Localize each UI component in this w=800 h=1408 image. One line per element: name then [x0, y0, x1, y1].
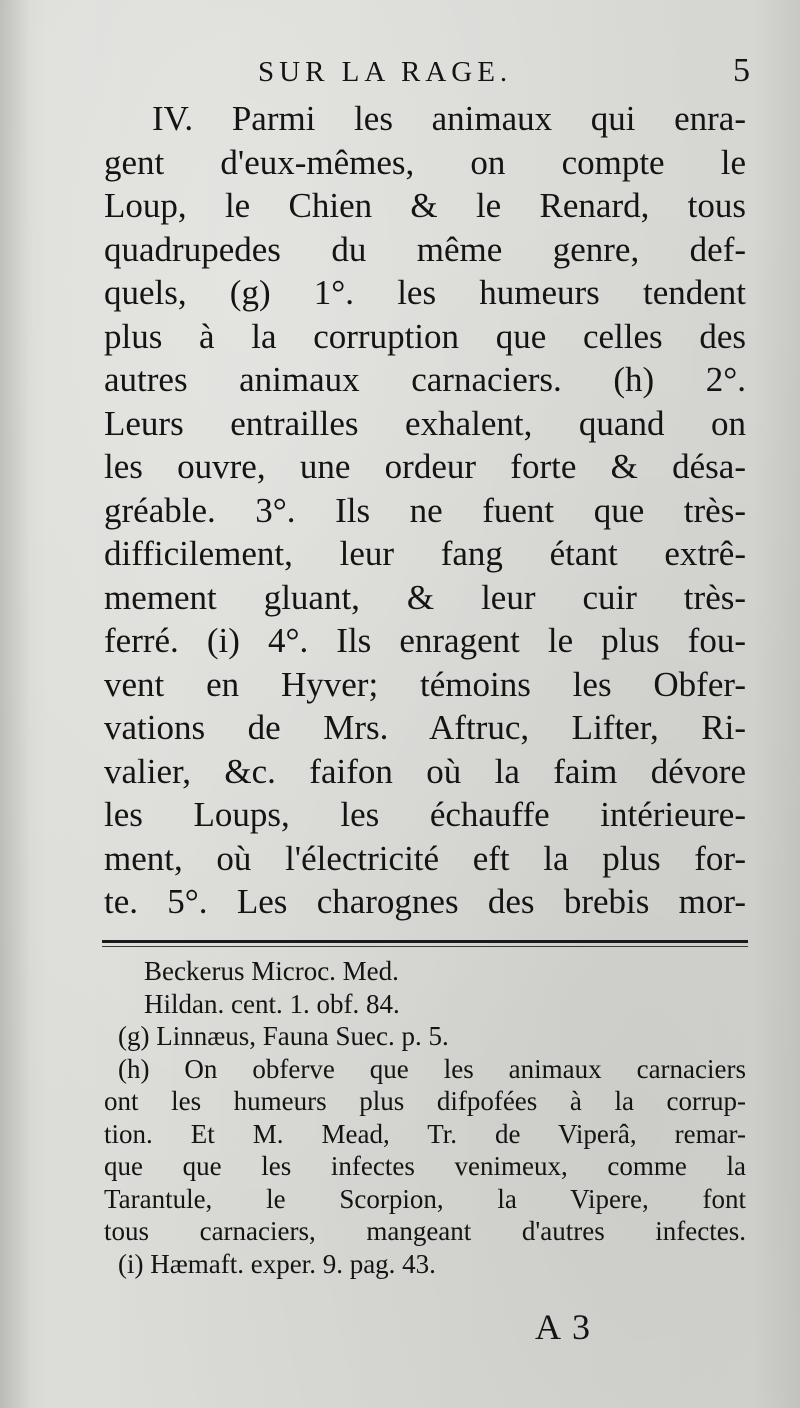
page-shadow	[0, 0, 30, 1408]
text-line: quadrupedes du même genre, def-	[104, 229, 746, 269]
footnote-line: Beckerus Microc. Med.	[144, 956, 399, 986]
text-line: ferré. (i) 4°. Ils enragent le plus fou-	[104, 621, 746, 660]
text-line: Leurs entrailles exhalent, quand on	[104, 403, 746, 443]
footnote-line: tion. Et M. Mead, Tr. de Viperâ, remar-	[104, 1118, 746, 1149]
text-line: Loup, le Chien & le Renard, tous	[104, 186, 746, 225]
text-line: ment, où l'électricité eft la plus for-	[104, 838, 746, 878]
text-line: vent en Hyver; témoins les Obfer-	[104, 664, 746, 704]
footnote-rule	[102, 940, 748, 943]
footnote-line: tous carnaciers, mangeant d'autres infectes.	[104, 1216, 746, 1246]
footnote-line: Tarantule, le Scorpion, la Vipere, font	[104, 1183, 746, 1214]
footnote-line: Hildan. cent. 1. obf. 84.	[144, 988, 400, 1019]
text-line: autres animaux carnaciers. (h) 2°.	[104, 360, 746, 399]
text-line: vations de Mrs. Aftruc, Lifter, Ri-	[104, 708, 746, 747]
footnotes	[104, 955, 746, 1280]
running-head: SUR LA RAGE.	[258, 56, 513, 88]
page-number: 5	[733, 52, 750, 89]
footnote-line: ont les humeurs plus difpofées à la corrup-	[104, 1086, 746, 1116]
footnote-line: (g) Linnæus, Fauna Suec. p. 5.	[118, 1021, 449, 1051]
footnote-line: que que les infectes venimeux, comme la	[104, 1151, 746, 1181]
text-line: plus à la corruption que celles des	[104, 316, 746, 356]
text-line: IV. Parmi les animaux qui enra-	[152, 99, 746, 138]
text-line: te. 5°. Les charognes des brebis mor-	[104, 882, 746, 921]
main-text	[104, 97, 746, 924]
text-line: difficilement, leur fang étant extrê-	[104, 534, 746, 573]
page-header	[100, 52, 750, 98]
footnote-line: (i) Hæmaft. exper. 9. pag. 43.	[118, 1248, 436, 1279]
text-line: valier, &c. faifon où la faim dévore	[104, 751, 746, 791]
footnote-line: (h) On obferve que les animaux carnaciers	[118, 1053, 746, 1084]
text-line: quels, (g) 1°. les humeurs tendent	[104, 273, 746, 312]
text-line: les Loups, les échauffe intérieure-	[104, 795, 746, 834]
footnote-rule-thin	[102, 946, 748, 947]
text-line: gent d'eux-mêmes, on compte le	[104, 142, 746, 182]
text-line: les ouvre, une ordeur forte & désa-	[104, 447, 746, 486]
text-line: mement gluant, & leur cuir très-	[104, 577, 746, 617]
text-line: gréable. 3°. Ils ne fuent que très-	[104, 490, 746, 530]
signature-mark: A 3	[535, 1307, 593, 1347]
